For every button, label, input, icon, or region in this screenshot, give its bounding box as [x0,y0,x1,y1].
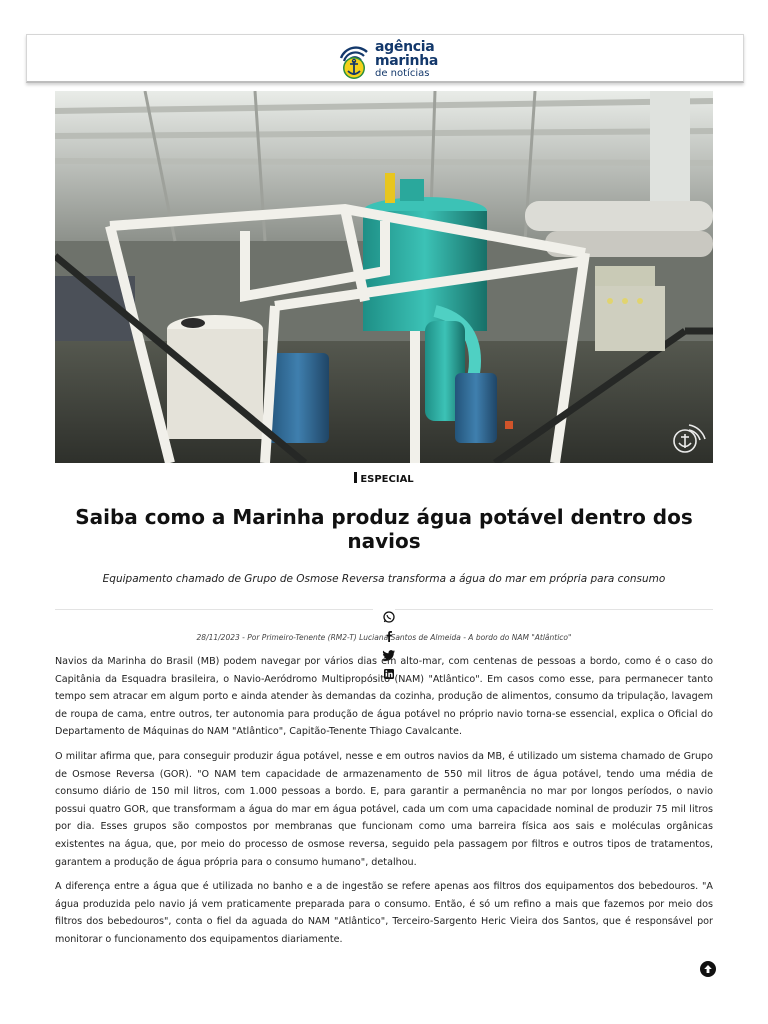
article-body [55,653,713,956]
article-paragraph: Navios da Marinha do Brasil (MB) podem navegar por vários dias em alto-mar, com centenas de pessoas a bordo, como é o caso do Capitânia da Esquadra brasileira, o Navio-Aeródromo Multipropósito (NAM) "Atlântico". Em casos como esse, para permanecer tanto tempo sem atracar em algum porto e ainda atender às demandas da cozinha, produção de alimentos, consumo da tripulação, lavagem de roupa de cama, entre outros, ter autonomia para produção de água potável no próprio navio torna-se essencial, explica o Oficial do Departamento de Máquinas do NAM "Atlântico", Capitão-Tenente Thiago Cavalcante. [55,656,713,738]
logo-line-2: marinha [375,53,439,69]
arrow-up-icon [700,961,716,977]
site-header [26,34,744,83]
whatsapp-icon[interactable] [382,609,396,623]
hero-image [55,91,713,463]
article-category[interactable] [0,472,768,485]
logo-line-3: de notícias [375,68,430,79]
category-bar-icon [354,472,357,483]
back-to-top-button[interactable] [700,961,716,977]
anchor-logo-icon [337,46,371,80]
site-logo[interactable] [337,40,447,80]
article-byline: 28/11/2023 - Por Primeiro-Tenente (RM2-T) Luciana Santos de Almeida - A bordo do NAM "Atlântico" [196,633,572,642]
logo-line-1: agência [375,39,435,55]
article-paragraph: A diferença entre a água que é utilizada no banho e a de ingestão se refere apenas aos filtros dos equipamentos dos bebedouros. "A água produzida pelo navio já vem praticamente preparada para o consumo. Então, é só um refino a mais que fazemos por meio dos filtros dos bebedouros", conta o fiel da aguada do NAM "Atlântico", Terceiro-Sargento Heric Vieira dos Santos, que é responsável por monitorar o funcionamento dos equipamentos diariamente. [55,881,713,945]
share-icons-group [373,606,395,620]
share-bar [0,602,768,618]
article-subtitle: Equipamento chamado de Grupo de Osmose Reversa transforma a água do mar em própria para consumo [102,573,666,585]
article-paragraph: O militar afirma que, para conseguir produzir água potável, nesse e em outros navios da MB, é utilizado um sistema chamado de Grupo de Osmose Reversa (GOR). "O NAM tem capacidade de armazenamento de 550 mil litros de água potável, tendo uma média de consumo diário de 150 mil litros, com 1.000 pessoas a bordo. E, para garantir a permanência no mar por longos períodos, o navio possui quatro GOR, que transformam a água do mar em água potável, cada um com uma capacidade nominal de produzir 75 mil litros por dia. Esses grupos são compostos por membranas que funcionam como uma barreira física aos sais e moléculas orgânicas existentes na água, que, por meio do processo de osmose reversa, seguido pela passagem por filtros e outros tipos de tratamentos, garantem a produção de água própria para o consumo humano", detalhou. [55,750,713,868]
logo-wordmark [375,40,438,79]
hero-illustration [55,91,713,463]
article-title: Saiba como a Marinha produz água potável dentro dos navios [75,505,693,553]
category-label: ESPECIAL [360,474,414,485]
